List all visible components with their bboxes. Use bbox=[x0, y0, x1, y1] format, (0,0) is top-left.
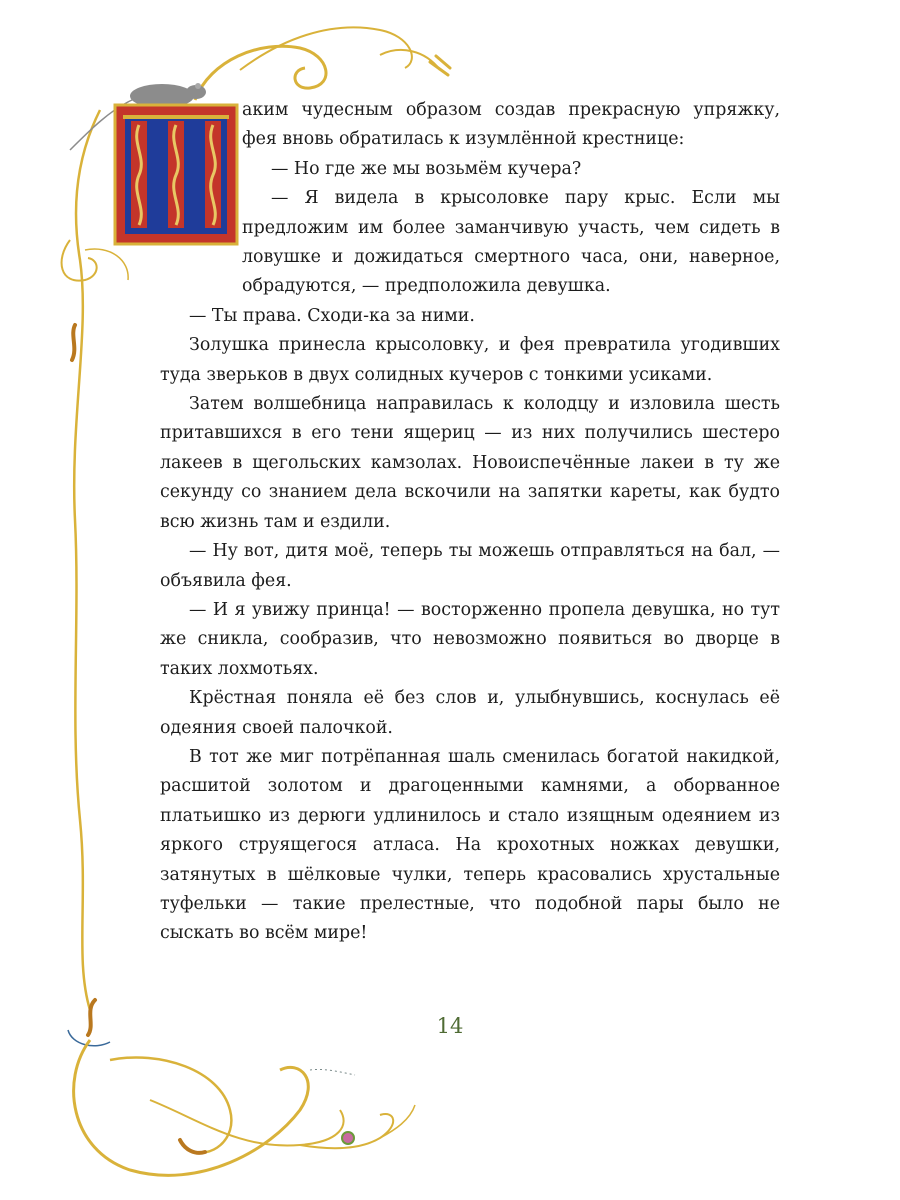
paragraph-1: аким чудесным образом создав прекрасную упряжку, фея вновь обратилась к изумлённой крестнице: bbox=[242, 100, 780, 150]
paragraph-6: Затем волшебница направилась к колодцу и изловила шесть притавшихся в его тени ящериц — из них получились шестеро лакеев в щегольских камзолах. Новоиспечённые лакеи в ту же секунду со знанием дела вскочили на запятки кареты, как будто всю жизнь там и ездили. bbox=[160, 394, 780, 532]
paragraph-10: В тот же миг потрёпанная шаль сменилась богатой накидкой, расшитой золотом и драгоценными камнями, а оборванное платьишко из дерюги удлинилось и стало изящным одеянием из яркого струящегося атласа. На крохотных ножках девушки, затянутых в шёлковые чулки, теперь красовались хрустальные туфельки — такие прелестные, что подобной пары было не сыскать во всём мире! bbox=[160, 746, 780, 944]
paragraph-5: Золушка принесла крысоловку, и фея превратила угодивших туда зверьков в двух солидных кучеров с тонкими усиками. bbox=[160, 335, 780, 385]
paragraph-9: Крёстная поняла её без слов и, улыбнувшись, коснулась её одеяния своей палочкой. bbox=[160, 688, 780, 738]
paragraph-7: — Ну вот, дитя моё, теперь ты можешь отправляться на бал, — объявила фея. bbox=[160, 541, 780, 591]
paragraph-2: — Но где же мы возьмём кучера? bbox=[271, 158, 582, 179]
paragraph-4: — Ты права. Сходи-ка за ними. bbox=[189, 305, 475, 326]
paragraph-8: — И я увижу принца! — восторженно пропела девушка, но тут же сникла, сообразив, что невозможно появиться во дворце в таких лохмотьях. bbox=[160, 599, 780, 679]
paragraph-3: — Я видела в крысоловке пару крыс. Если мы предложим им более заманчивую участь, чем сидеть в ловушке и дожидаться смертного часа, они, наверное, обрадуются, — предположила девушка. bbox=[242, 188, 780, 297]
page-number: 14 bbox=[436, 1014, 464, 1038]
story-text bbox=[160, 96, 780, 949]
